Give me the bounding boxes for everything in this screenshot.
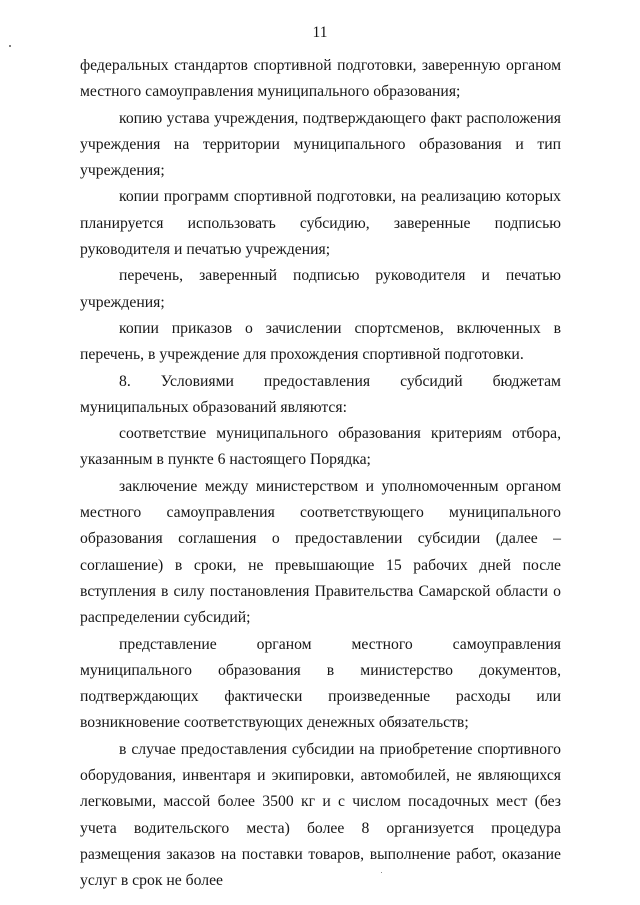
paragraph-program-copies: копии программ спортивной подготовки, на реализацию которых планируется использовать субсидию, заверенные подписью руководителя и печатью учреждения;: [80, 188, 561, 259]
paragraph-continuation: федеральных стандартов спортивной подготовки, заверенную органом местного самоуправления муниципального образования;: [80, 57, 561, 101]
paragraph-agreement: заключение между министерством и уполномоченным органом местного самоуправления соответствующего муниципального образования соглашения о предоставлении субсидии (далее – соглашение) в сроки, не превышающие 15 рабочих дней после вступления в силу постановления Правительства Самарской области о распределении субсидий;: [80, 477, 561, 627]
paragraph-order-copies: копии приказов о зачислении спортсменов, включенных в перечень, в учреждение для прохождения спортивной подготовки.: [80, 319, 561, 364]
document-body: [80, 53, 561, 895]
paragraph-charter-copy: копию устава учреждения, подтверждающего факт расположения учреждения на территории муниципального образования и тип учреждения;: [80, 109, 561, 180]
scan-speck: [9, 45, 11, 47]
paragraph-documents: представление органом местного самоуправления муниципального образования в министерство документов, подтверждающих фактически произведенные расходы или возникновение соответствующих денежных обязательств;: [80, 635, 561, 732]
paragraph-criteria: соответствие муниципального образования критериям отбора, указанным в пункте 6 настоящего Порядка;: [80, 425, 561, 469]
paragraph-list: перечень, заверенный подписью руководителя и печатью учреждения;: [80, 267, 561, 311]
paragraph-procurement: в случае предоставления субсидии на приобретение спортивного оборудования, инвентаря и экипировки, автомобилей, не являющихся легковыми, массой более 3500 кг и с числом посадочных мест (без учета водительского места) более 8 организуется процедура размещения заказов на поставки товаров, выполнение работ, оказание услуг в срок не более: [80, 740, 561, 890]
page-number: 11: [312, 24, 328, 41]
paragraph-section-8: 8. Условиями предоставления субсидий бюджетам муниципальных образований являются:: [80, 372, 561, 416]
